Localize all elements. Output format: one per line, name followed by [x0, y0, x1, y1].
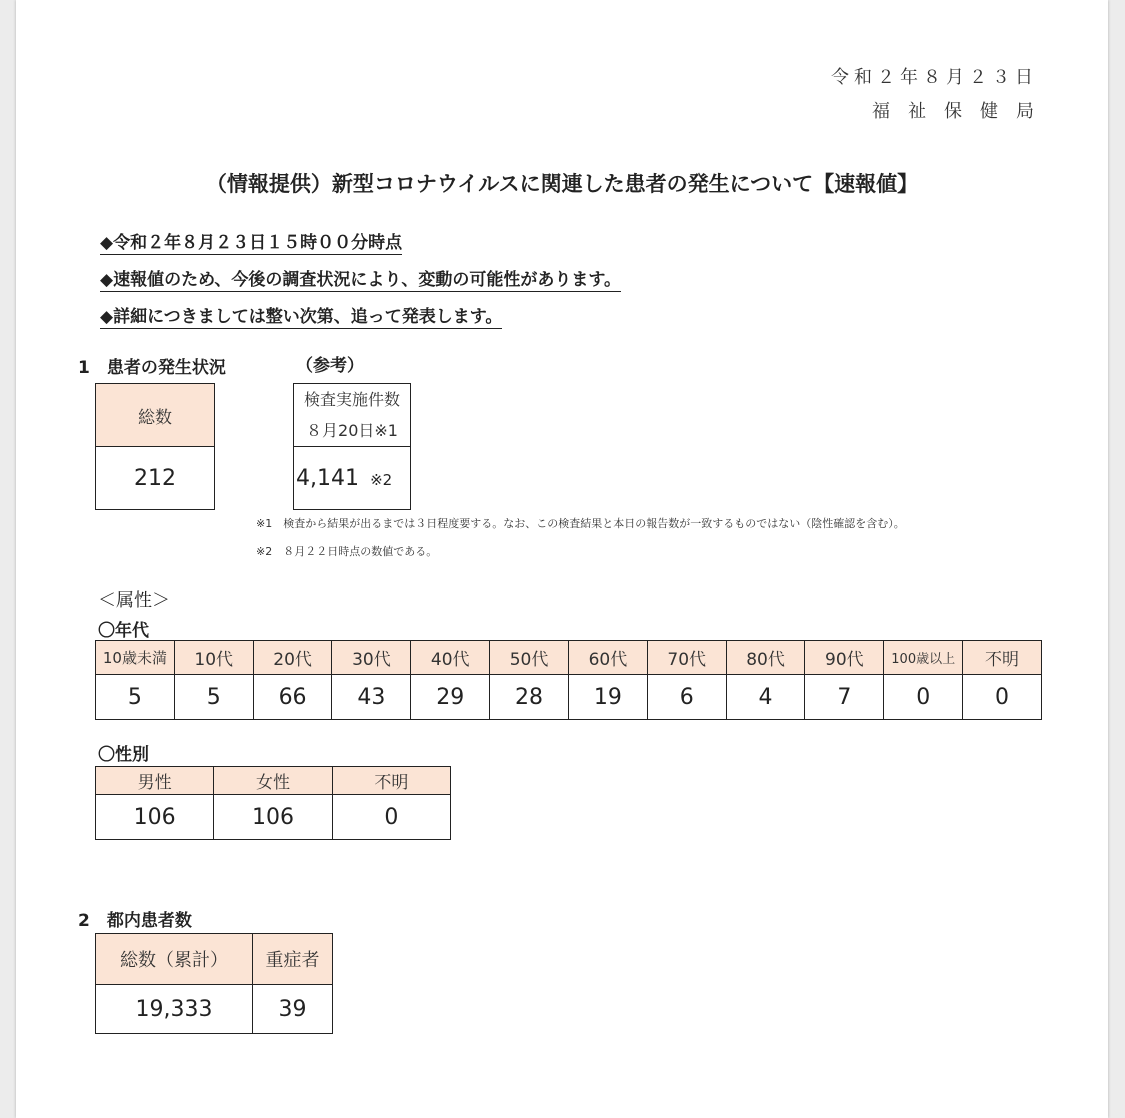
age-header: 60代 — [568, 641, 647, 675]
issuing-office: 福祉保健局 — [872, 101, 1052, 122]
footnote-2: ※2 ８月２２日時点の数値である。 — [256, 545, 438, 558]
age-header: 80代 — [726, 641, 805, 675]
tokyo-severe-header: 重症者 — [253, 934, 333, 985]
sex-value: 0 — [332, 795, 450, 840]
tokyo-total-header: 総数（累計） — [96, 934, 253, 985]
age-value: 19 — [568, 675, 647, 720]
age-table — [95, 640, 1042, 720]
age-value: 0 — [884, 675, 963, 720]
age-header: 20代 — [253, 641, 332, 675]
attributes-label: ＜属性＞ — [98, 590, 170, 611]
sex-header: 不明 — [332, 767, 450, 795]
tests-value-cell — [294, 447, 411, 510]
total-value: 212 — [96, 447, 215, 510]
age-header: 10代 — [174, 641, 253, 675]
age-value: 43 — [332, 675, 411, 720]
age-header: 30代 — [332, 641, 411, 675]
age-value: 5 — [96, 675, 175, 720]
tests-value: 4,141 — [296, 465, 359, 491]
section1-heading: 1 患者の発生状況 — [78, 358, 226, 378]
tests-header-line2: ８月20日※1 — [306, 421, 398, 440]
bullet-timestamp: ◆令和２年８月２３日１５時００分時点 — [100, 228, 402, 255]
age-label: 〇年代 — [98, 621, 149, 641]
tests-value-note: ※2 — [370, 470, 393, 489]
sex-value: 106 — [214, 795, 332, 840]
tokyo-total-value: 19,333 — [96, 985, 253, 1034]
age-value: 28 — [490, 675, 569, 720]
age-header: 50代 — [490, 641, 569, 675]
section2-heading: 2 都内患者数 — [78, 911, 192, 931]
age-value: 4 — [726, 675, 805, 720]
age-value: 29 — [411, 675, 490, 720]
total-header: 総数 — [96, 384, 215, 447]
sex-header: 男性 — [96, 767, 214, 795]
document-page — [16, 0, 1108, 1118]
sex-value: 106 — [96, 795, 214, 840]
age-header: 100歳以上 — [884, 641, 963, 675]
age-value: 66 — [253, 675, 332, 720]
age-header: 70代 — [647, 641, 726, 675]
age-value: 5 — [174, 675, 253, 720]
age-value: 6 — [647, 675, 726, 720]
age-header: 10歳未満 — [96, 641, 175, 675]
age-value: 0 — [963, 675, 1042, 720]
age-header: 40代 — [411, 641, 490, 675]
reference-label: （参考） — [296, 356, 364, 376]
sex-header: 女性 — [214, 767, 332, 795]
sex-label: 〇性別 — [98, 745, 149, 765]
report-date: 令和２年８月２３日 — [831, 67, 1038, 88]
tests-header — [294, 384, 411, 447]
document-title: （情報提供）新型コロナウイルスに関連した患者の発生について【速報値】 — [205, 172, 919, 196]
age-value: 7 — [805, 675, 884, 720]
tests-table — [293, 383, 411, 510]
age-header: 不明 — [963, 641, 1042, 675]
bullet-preliminary: ◆速報値のため、今後の調査状況により、変動の可能性があります。 — [100, 265, 621, 292]
total-table — [95, 383, 215, 510]
tests-header-line1: 検査実施件数 — [303, 390, 400, 409]
age-header: 90代 — [805, 641, 884, 675]
sex-table — [95, 766, 451, 840]
bullet-details: ◆詳細につきましては整い次第、追って発表します。 — [100, 302, 502, 329]
footnote-1: ※1 検査から結果が出るまでは３日程度要する。なお、この検査結果と本日の報告数が一致するものではない（陰性確認を含む）。 — [256, 517, 905, 530]
tokyo-patients-table — [95, 933, 333, 1034]
tokyo-severe-value: 39 — [253, 985, 333, 1034]
